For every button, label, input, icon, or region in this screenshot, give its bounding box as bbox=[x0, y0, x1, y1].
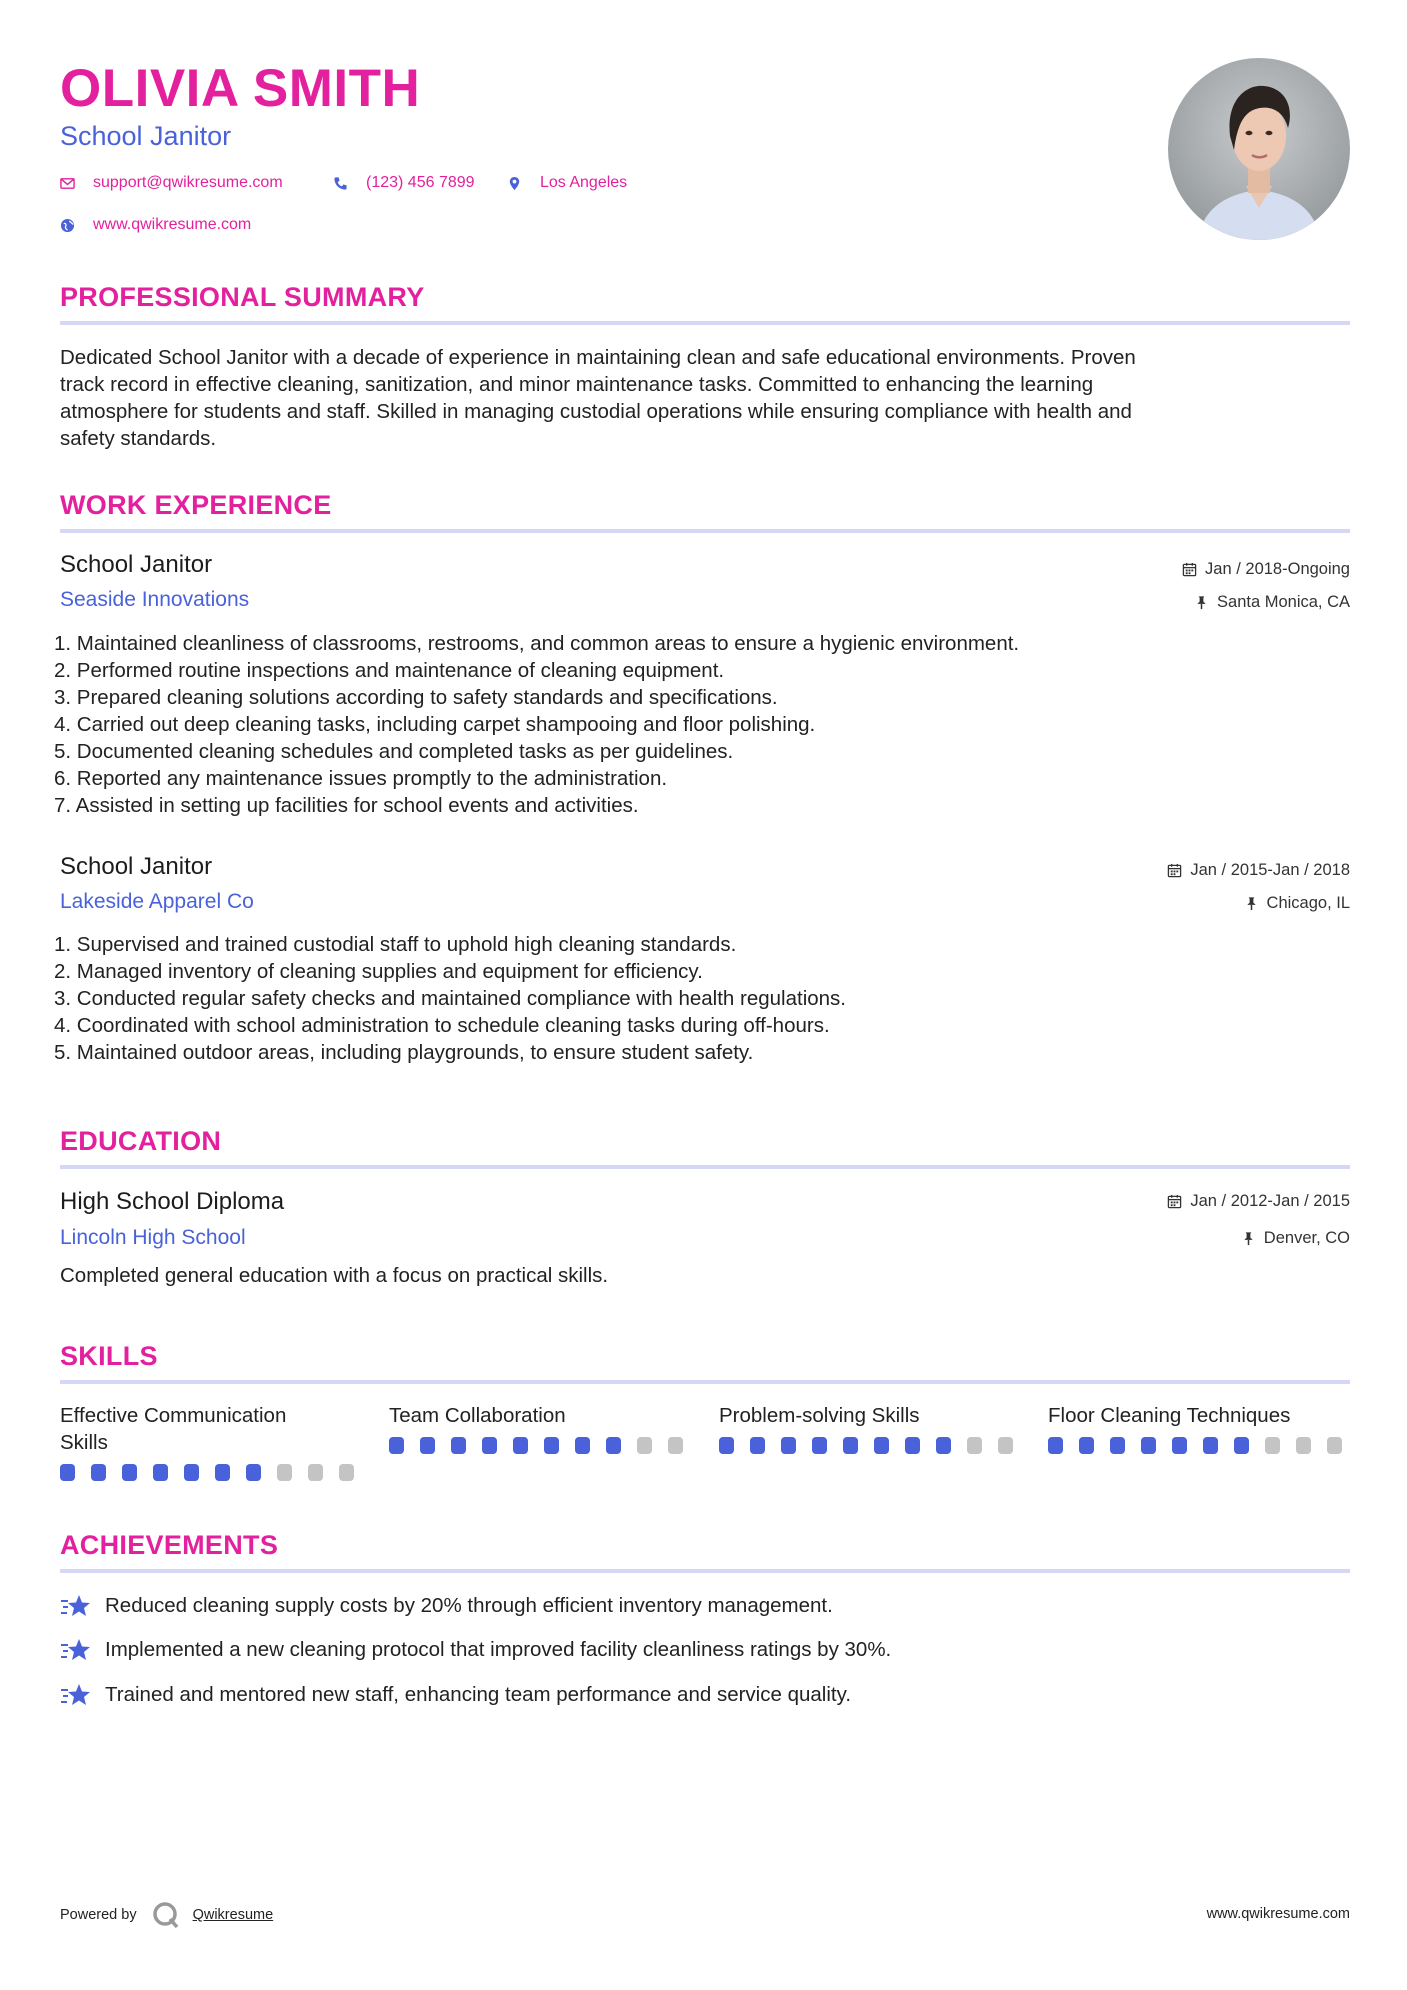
star-icon bbox=[60, 1681, 92, 1709]
list-item: 1. Supervised and trained custodial staff to uphold high cleaning standards. bbox=[54, 933, 737, 956]
job-location-text: Chicago, IL bbox=[1266, 894, 1350, 912]
globe-icon bbox=[60, 218, 75, 233]
calendar-icon bbox=[1167, 1194, 1182, 1209]
job-company: Lakeside Apparel Co bbox=[60, 890, 254, 913]
summary-line: track record in effective cleaning, sanitization, and minor maintenance tasks. Committed to enhancing the learning bbox=[60, 373, 1094, 396]
list-item: 2. Managed inventory of cleaning supplies and equipment for efficiency. bbox=[54, 960, 703, 983]
skill-dot-filled bbox=[389, 1437, 404, 1454]
contact-email[interactable] bbox=[60, 174, 283, 192]
list-item: 7. Assisted in setting up facilities for school events and activities. bbox=[54, 794, 639, 817]
skill-item bbox=[1048, 1402, 1348, 1454]
summary-line: Dedicated School Janitor with a decade of experience in maintaining clean and safe educational environments. Proven bbox=[60, 346, 1136, 369]
summary-line: safety standards. bbox=[60, 427, 217, 450]
phone-text: (123) 456 7899 bbox=[366, 174, 475, 191]
skills-heading: SKILLS bbox=[60, 1341, 158, 1371]
pin-icon bbox=[1241, 1231, 1256, 1246]
summary-heading: PROFESSIONAL SUMMARY bbox=[60, 282, 425, 312]
skill-name: Team Collaboration bbox=[389, 1404, 566, 1427]
skill-dot-empty bbox=[339, 1464, 354, 1481]
job-dates bbox=[1167, 861, 1350, 880]
skill-dot-filled bbox=[1203, 1437, 1218, 1454]
skill-dot-filled bbox=[750, 1437, 765, 1454]
skill-item bbox=[60, 1402, 360, 1481]
skill-name-line: Effective Communication bbox=[60, 1404, 287, 1427]
skill-dot-filled bbox=[1172, 1437, 1187, 1454]
skill-dot-empty bbox=[967, 1437, 982, 1454]
skill-dot-empty bbox=[277, 1464, 292, 1481]
calendar-icon bbox=[1167, 863, 1182, 878]
list-item: 3. Conducted regular safety checks and maintained compliance with health regulations. bbox=[54, 987, 846, 1010]
list-item: 6. Reported any maintenance issues promptly to the administration. bbox=[54, 767, 668, 790]
skill-dot-filled bbox=[719, 1437, 734, 1454]
skill-name-line: Skills bbox=[60, 1431, 108, 1454]
skill-item bbox=[389, 1402, 689, 1454]
skill-dot-filled bbox=[184, 1464, 199, 1481]
list-item: 1. Maintained cleanliness of classrooms, restrooms, and common areas to ensure a hygienic environment. bbox=[54, 632, 1020, 655]
skill-name: Floor Cleaning Techniques bbox=[1048, 1404, 1291, 1427]
summary-line: atmosphere for students and staff. Skilled in managing custodial operations while ensuring compliance with health and bbox=[60, 400, 1132, 423]
skill-dot-empty bbox=[1265, 1437, 1280, 1454]
skill-dot-filled bbox=[1048, 1437, 1063, 1454]
section-divider bbox=[60, 1165, 1350, 1169]
skill-rating bbox=[719, 1437, 1019, 1454]
skill-dot-empty bbox=[637, 1437, 652, 1454]
skill-rating bbox=[1048, 1437, 1348, 1454]
section-divider bbox=[60, 1569, 1350, 1573]
job-location-text: Santa Monica, CA bbox=[1217, 593, 1350, 611]
skill-dot-filled bbox=[246, 1464, 261, 1481]
star-icon bbox=[60, 1592, 92, 1620]
footer-website[interactable]: www.qwikresume.com bbox=[1206, 1906, 1350, 1922]
skill-dot-filled bbox=[420, 1437, 435, 1454]
education-location bbox=[1241, 1229, 1350, 1248]
job-title: School Janitor bbox=[60, 853, 213, 880]
powered-by-label: Powered by bbox=[60, 1907, 137, 1923]
job-company: Seaside Innovations bbox=[60, 588, 250, 611]
location-text: Los Angeles bbox=[540, 174, 628, 191]
degree-title: High School Diploma bbox=[60, 1188, 285, 1215]
skill-dot-filled bbox=[91, 1464, 106, 1481]
pin-icon bbox=[1194, 595, 1209, 610]
skill-dot-filled bbox=[122, 1464, 137, 1481]
phone-icon bbox=[333, 176, 348, 191]
achievement-item bbox=[60, 1636, 891, 1664]
skill-dot-empty bbox=[668, 1437, 683, 1454]
education-description: Completed general education with a focus on practical skills. bbox=[60, 1264, 609, 1287]
skill-dot-filled bbox=[1079, 1437, 1094, 1454]
list-item: 5. Documented cleaning schedules and completed tasks as per guidelines. bbox=[54, 740, 734, 763]
qwikresume-link[interactable]: Qwikresume bbox=[192, 1907, 274, 1923]
job-bullets bbox=[54, 931, 1344, 1066]
skill-dot-filled bbox=[544, 1437, 559, 1454]
skill-dot-filled bbox=[1234, 1437, 1249, 1454]
skill-dot-filled bbox=[843, 1437, 858, 1454]
contact-location bbox=[507, 174, 627, 192]
section-divider bbox=[60, 529, 1350, 533]
achievement-item bbox=[60, 1681, 851, 1709]
skill-dot-filled bbox=[575, 1437, 590, 1454]
skill-dot-filled bbox=[482, 1437, 497, 1454]
skill-dot-filled bbox=[451, 1437, 466, 1454]
job-bullets bbox=[54, 630, 1344, 819]
candidate-title: School Janitor bbox=[60, 121, 232, 151]
summary-text bbox=[60, 344, 1350, 452]
skill-item bbox=[719, 1402, 1019, 1454]
skill-name: Problem-solving Skills bbox=[719, 1404, 920, 1427]
job-dates-text: Jan / 2018-Ongoing bbox=[1205, 560, 1350, 578]
skill-dot-empty bbox=[1296, 1437, 1311, 1454]
skill-dot-filled bbox=[812, 1437, 827, 1454]
achievement-text: Implemented a new cleaning protocol that improved facility cleanliness ratings by 30%. bbox=[105, 1638, 892, 1661]
achievement-text: Reduced cleaning supply costs by 20% through efficient inventory management. bbox=[105, 1594, 833, 1617]
skill-dot-empty bbox=[998, 1437, 1013, 1454]
list-item: 3. Prepared cleaning solutions according to safety standards and specifications. bbox=[54, 686, 778, 709]
skill-dot-filled bbox=[874, 1437, 889, 1454]
skill-dot-filled bbox=[153, 1464, 168, 1481]
star-icon bbox=[60, 1636, 92, 1664]
candidate-name: OLIVIA SMITH bbox=[60, 59, 421, 118]
skill-dot-filled bbox=[1110, 1437, 1125, 1454]
achievement-item bbox=[60, 1592, 833, 1620]
skill-dot-filled bbox=[936, 1437, 951, 1454]
achievements-heading: ACHIEVEMENTS bbox=[60, 1530, 279, 1560]
skill-dot-empty bbox=[1327, 1437, 1342, 1454]
achievement-text: Trained and mentored new staff, enhancing team performance and service quality. bbox=[105, 1683, 852, 1706]
list-item: 4. Coordinated with school administration to schedule cleaning tasks during off-hours. bbox=[54, 1014, 830, 1037]
email-text: support@qwikresume.com bbox=[93, 174, 283, 191]
skill-dot-filled bbox=[215, 1464, 230, 1481]
skill-rating bbox=[389, 1437, 689, 1454]
skill-dot-empty bbox=[308, 1464, 323, 1481]
job-title: School Janitor bbox=[60, 551, 213, 578]
skill-dot-filled bbox=[60, 1464, 75, 1481]
profile-photo bbox=[1168, 58, 1350, 240]
skill-dot-filled bbox=[513, 1437, 528, 1454]
education-location-text: Denver, CO bbox=[1263, 1229, 1350, 1247]
education-dates-text: Jan / 2012-Jan / 2015 bbox=[1190, 1192, 1350, 1210]
job-dates bbox=[1182, 560, 1350, 579]
school-name: Lincoln High School bbox=[60, 1226, 246, 1249]
envelope-icon bbox=[60, 176, 75, 191]
pin-icon bbox=[1244, 896, 1259, 911]
section-divider bbox=[60, 1380, 1350, 1384]
map-marker-icon bbox=[507, 176, 522, 191]
job-location bbox=[1244, 894, 1350, 913]
skill-dot-filled bbox=[606, 1437, 621, 1454]
list-item: 2. Performed routine inspections and maintenance of cleaning equipment. bbox=[54, 659, 725, 682]
calendar-icon bbox=[1182, 562, 1197, 577]
list-item: 5. Maintained outdoor areas, including playgrounds, to ensure student safety. bbox=[54, 1041, 754, 1064]
skill-rating bbox=[60, 1464, 360, 1481]
section-divider bbox=[60, 321, 1350, 325]
list-item: 4. Carried out deep cleaning tasks, including carpet shampooing and floor polishing. bbox=[54, 713, 816, 736]
education-heading: EDUCATION bbox=[60, 1126, 222, 1156]
contact-website[interactable] bbox=[60, 216, 251, 234]
footer-powered-by bbox=[60, 1900, 273, 1930]
skill-dot-filled bbox=[781, 1437, 796, 1454]
qwikresume-logo-icon bbox=[151, 1900, 181, 1930]
education-dates bbox=[1167, 1192, 1350, 1211]
job-dates-text: Jan / 2015-Jan / 2018 bbox=[1190, 861, 1350, 879]
skill-dot-filled bbox=[1141, 1437, 1156, 1454]
skill-dot-filled bbox=[905, 1437, 920, 1454]
job-location bbox=[1194, 593, 1350, 612]
website-text: www.qwikresume.com bbox=[93, 216, 252, 233]
experience-heading: WORK EXPERIENCE bbox=[60, 490, 332, 520]
skill-name bbox=[60, 1402, 360, 1456]
contact-phone[interactable] bbox=[333, 174, 475, 192]
